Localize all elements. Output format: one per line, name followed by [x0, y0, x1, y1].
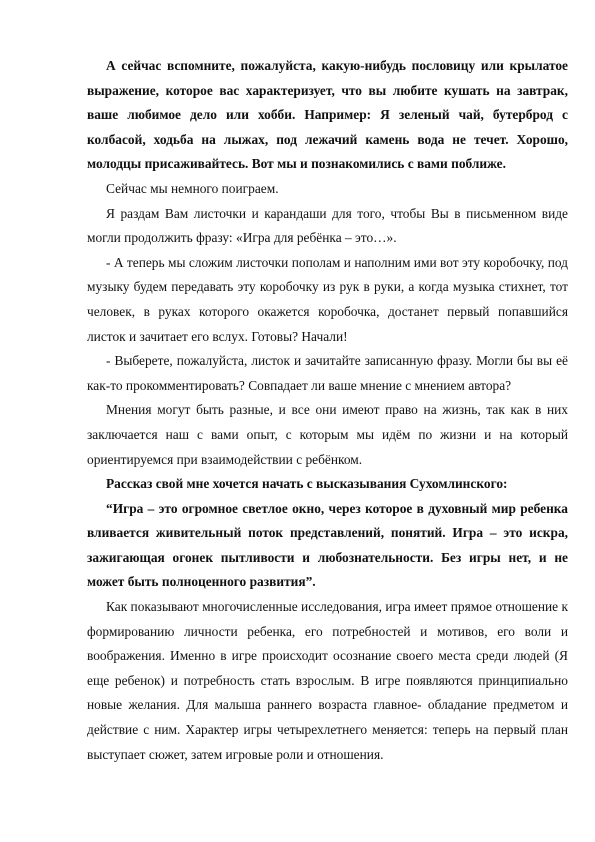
document-body — [87, 54, 568, 767]
paragraph-research: Как показывают многочисленные исследования, игра имеет прямое отношение к формированию личности ребенка, его потребностей и мотивов, его воли и воображения. Именно в игре происходит осознание своего места среди людей (Я еще ребенок) и потребность стать взрослым. В игре появляются принципиально новые желания. Для малыша раннего возраста главное- обладание предметом и действие с ним. Характер игры четырехлетнего меняется: теперь на первый план выступает сюжет, затем игровые роли и отношения. — [87, 599, 568, 762]
paragraph-read-phrase: - Выберете, пожалуйста, листок и зачитайте записанную фразу. Могли бы вы её как-то прокомментировать? Совпадает ли ваше мнение с мнением автора? — [87, 353, 568, 393]
paragraph-lets-play: Сейчас мы немного поиграем. — [106, 180, 279, 196]
paragraph-introductions: А сейчас вспомните, пожалуйста, какую-нибудь пословицу или крылатое выражение, которое вас характеризует, что вы любите кушать на завтрак, ваше любимое дело или хобби. Например: Я зеленый чай, бутерброд с колбасой, ходьба на лыжах, под лежачий камень вода не течет. Хорошо, молодцы присаживайтесь. Вот мы и познакомились с вами поближе. — [87, 58, 568, 172]
paragraph-sukhomlinsky-intro: Рассказ свой мне хочется начать с высказывания Сухомлинского: — [106, 476, 508, 492]
paragraph-opinions: Мнения могут быть разные, и все они имеют право на жизнь, так как в них заключается наш с вами опыт, с которым мы идём по жизни и на который ориентируемся при взаимодействии с ребёнком. — [87, 402, 568, 467]
paragraph-box-game: - А теперь мы сложим листочки пополам и наполним ими вот эту коробочку, под музыку будем передавать эту коробочку из рук в руки, а когда музыка стихнет, тот человек, в руках которого окажется коробочка, достанет первый попавшийся листок и зачитает его вслух. Готовы? Начали! — [87, 254, 568, 344]
paragraph-sukhomlinsky-quote: “Игра – это огромное светлое окно, через которое в духовный мир ребенка вливается живительный поток представлений, понятий. Игра – это искра, зажигающая огонек пытливости и любознательности. Без игры нет, и не может быть полноценного развития”. — [87, 500, 568, 590]
paragraph-hand-out-sheets: Я раздам Вам листочки и карандаши для того, чтобы Вы в письменном виде могли продолжить фразу: «Игра для ребёнка – это…». — [87, 205, 568, 246]
